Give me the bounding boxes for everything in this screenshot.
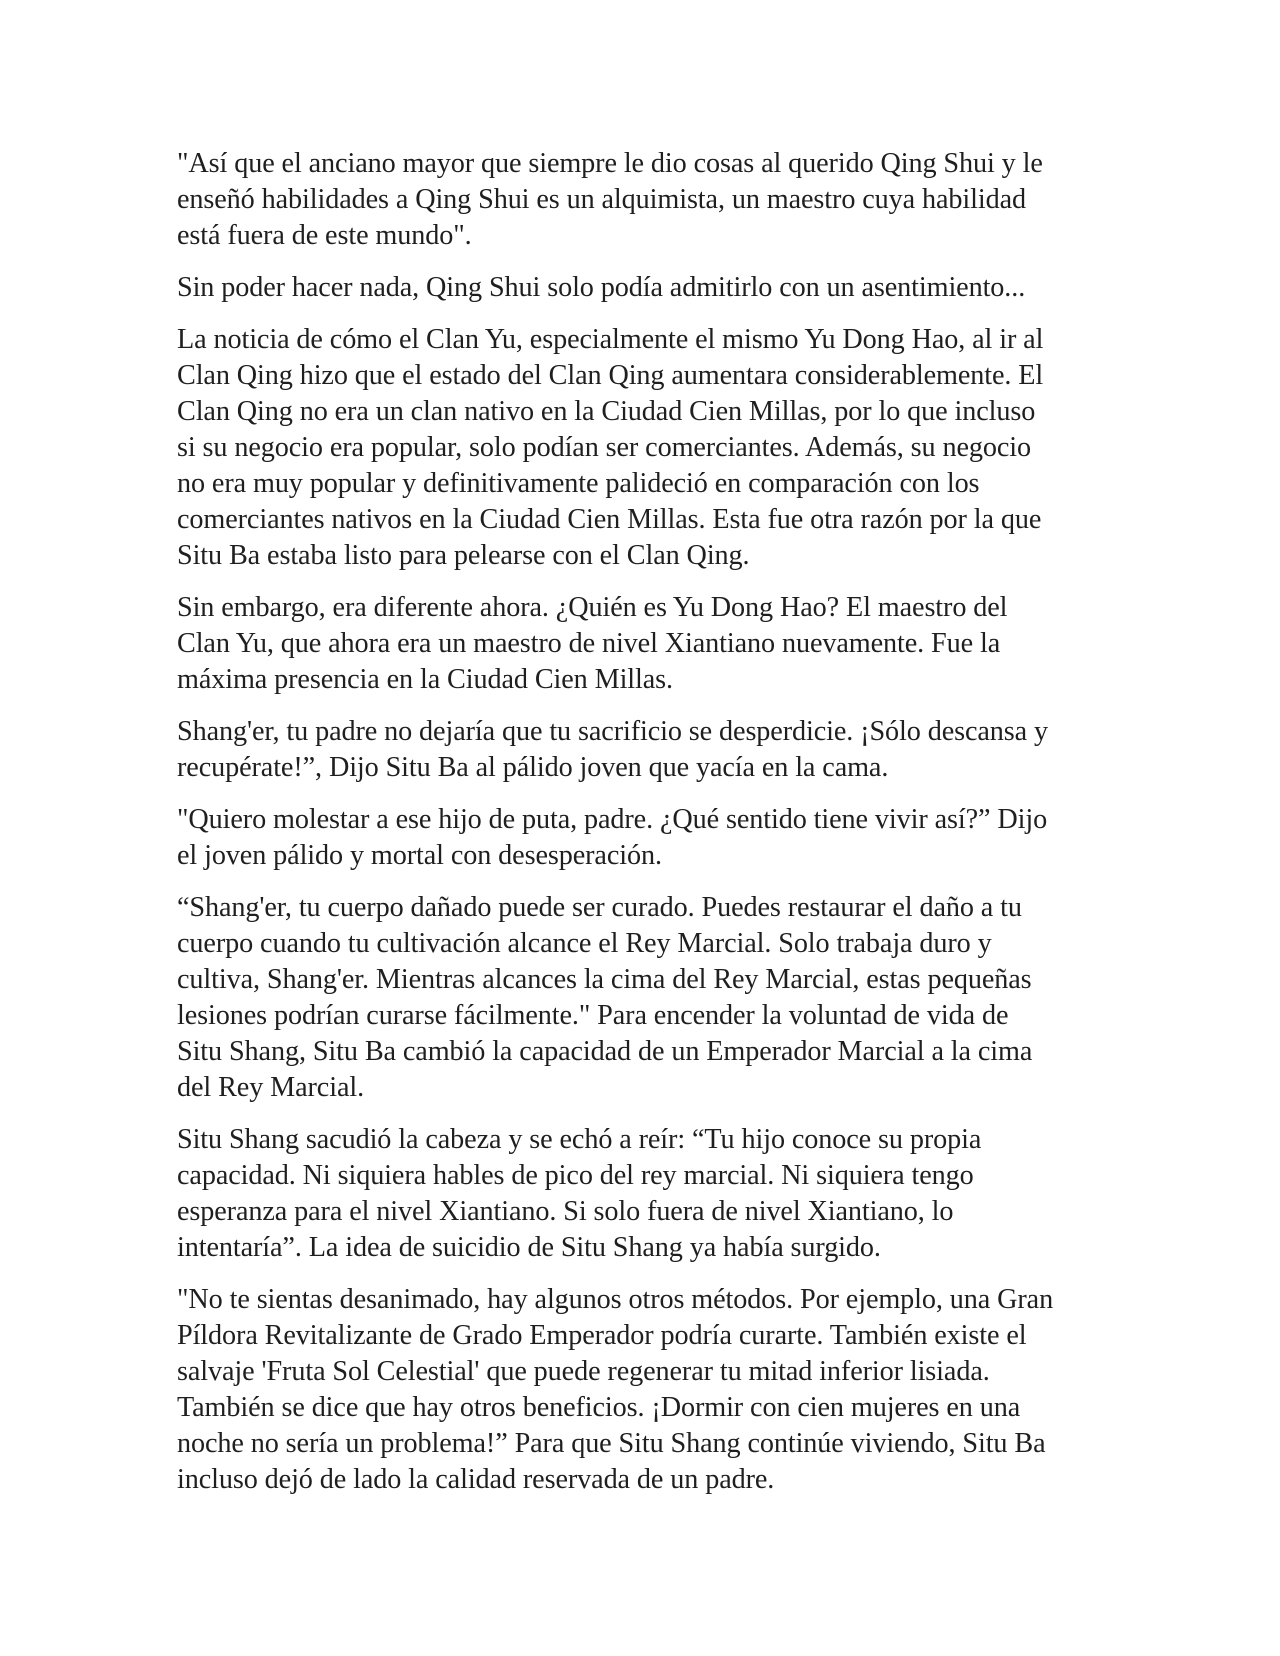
paragraph-3: La noticia de cómo el Clan Yu, especialmente el mismo Yu Dong Hao, al ir al Clan Qing hizo que el estado del Clan Qing aumentara considerablemente. El Clan Qing no era un clan nativo en la Ciudad Cien Millas, por lo que incluso si su negocio era popular, solo podían ser comerciantes. Además, su negocio no era muy popular y definitivamente palideció en comparación con los comerciantes nativos en la Ciudad Cien Millas. Esta fue otra razón por la que Situ Ba estaba listo para pelearse con el Clan Qing.: [177, 324, 1044, 571]
paragraph-2: Sin poder hacer nada, Qing Shui solo podía admitirlo con un asentimiento...: [177, 272, 1026, 303]
document-body: [177, 146, 1107, 1514]
paragraph-9: "No te sientas desanimado, hay algunos otros métodos. Por ejemplo, una Gran Píldora Revitalizante de Grado Emperador podría curarte. También existe el salvaje 'Fruta Sol Celestial' que puede regenerar tu mitad inferior lisiada. También se dice que hay otros beneficios. ¡Dormir con cien mujeres en una noche no sería un problema!” Para que Situ Shang continúe viviendo, Situ Ba incluso dejó de lado la calidad reservada de un padre.: [177, 1284, 1054, 1495]
paragraph-1: "Así que el anciano mayor que siempre le dio cosas al querido Qing Shui y le enseñó habilidades a Qing Shui es un alquimista, un maestro cuya habilidad está fuera de este mundo".: [177, 148, 1043, 251]
paragraph-4: Sin embargo, era diferente ahora. ¿Quién es Yu Dong Hao? El maestro del Clan Yu, que ahora era un maestro de nivel Xiantiano nuevamente. Fue la máxima presencia en la Ciudad Cien Millas.: [177, 592, 1008, 695]
paragraph-7: “Shang'er, tu cuerpo dañado puede ser curado. Puedes restaurar el daño a tu cuerpo cuando tu cultivación alcance el Rey Marcial. Solo trabaja duro y cultiva, Shang'er. Mientras alcances la cima del Rey Marcial, estas pequeñas lesiones podrían curarse fácilmente." Para encender la voluntad de vida de Situ Shang, Situ Ba cambió la capacidad de un Emperador Marcial a la cima del Rey Marcial.: [177, 892, 1033, 1103]
paragraph-6: "Quiero molestar a ese hijo de puta, padre. ¿Qué sentido tiene vivir así?” Dijo el joven pálido y mortal con desesperación.: [177, 804, 1048, 871]
paragraph-5: Shang'er, tu padre no dejaría que tu sacrificio se desperdicie. ¡Sólo descansa y recupérate!”, Dijo Situ Ba al pálido joven que yacía en la cama.: [177, 716, 1049, 783]
paragraph-8: Situ Shang sacudió la cabeza y se echó a reír: “Tu hijo conoce su propia capacidad. Ni siquiera hables de pico del rey marcial. Ni siquiera tengo esperanza para el nivel Xiantiano. Si solo fuera de nivel Xiantiano, lo intentaría”. La idea de suicidio de Situ Shang ya había surgido.: [177, 1124, 982, 1263]
